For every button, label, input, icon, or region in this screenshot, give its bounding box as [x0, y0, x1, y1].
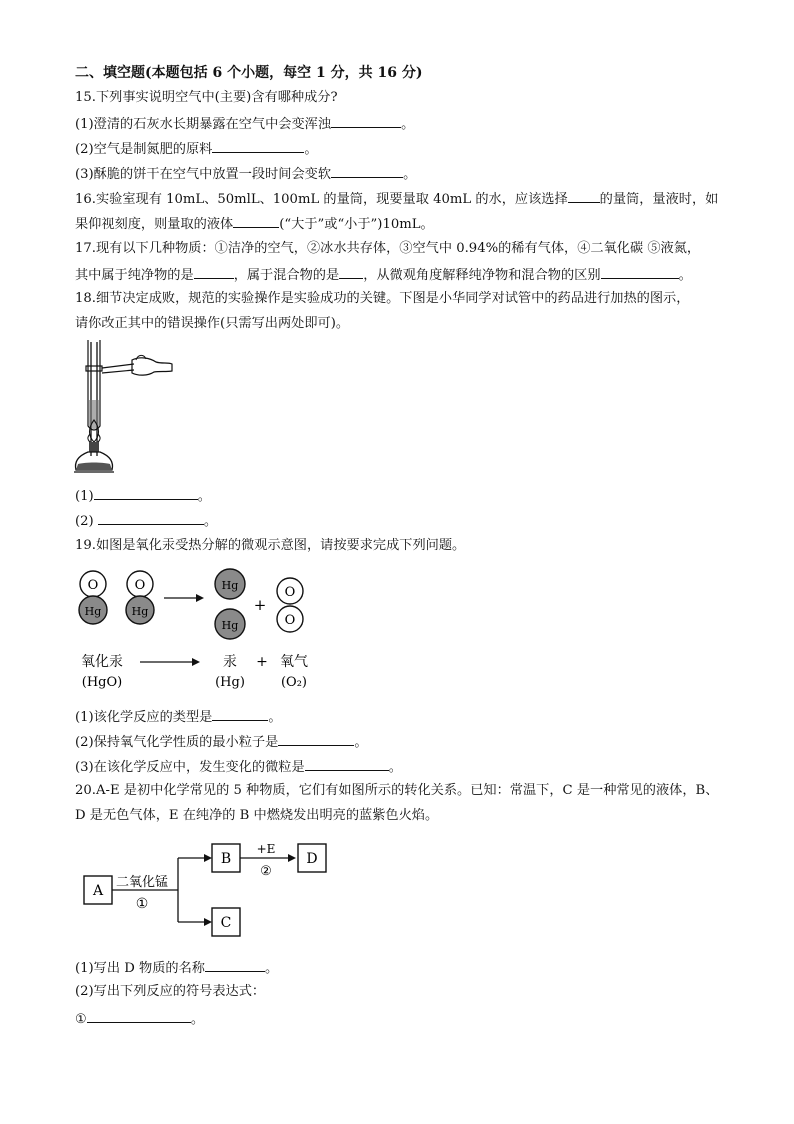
- arrow-icon: [192, 658, 200, 666]
- q19-part1: [75, 707, 282, 727]
- mercury-atom-label: Hg: [84, 605, 102, 618]
- answer-blank[interactable]: [601, 265, 679, 279]
- answer-blank[interactable]: [305, 757, 389, 771]
- q19-part1-end: 。: [268, 710, 282, 725]
- oxygen-atom-label: O: [134, 578, 146, 593]
- q20-part2: (2)写出下列反应的符号表达式：: [75, 984, 266, 999]
- q18-answer1: [75, 486, 211, 506]
- q16-line2-text-a: 果仰视刻度，则量取的液体: [75, 217, 234, 232]
- catalyst-label: 二氧化锰: [115, 875, 169, 890]
- q20-part3-end: 。: [190, 1012, 205, 1027]
- section-title: 二、填空题(本题包括 6 个小题，每空 1 分，共 16 分): [75, 65, 423, 81]
- mercury-atom-label: Hg: [221, 619, 239, 632]
- plus-sign: +: [253, 596, 267, 614]
- q18-answer2: [75, 511, 217, 531]
- q20-line2: D 是无色气体，E 在纯净的 B 中燃烧发出明亮的蓝紫色火焰。: [75, 808, 439, 823]
- arrow-icon: [204, 854, 212, 862]
- q18-answer2-label: (2): [75, 514, 98, 529]
- q15-part3-end: 。: [403, 167, 417, 182]
- box-c-label: C: [220, 915, 232, 931]
- answer-blank[interactable]: [278, 732, 354, 746]
- reactant-formula: (HgO): [81, 675, 123, 690]
- q15-part2-text: (2)空气是制氮肥的原料: [75, 142, 213, 157]
- arrow-icon: [288, 854, 296, 862]
- q20-part3-text: ①: [75, 1012, 87, 1027]
- q18-answer1-end: 。: [197, 489, 211, 504]
- answer-blank[interactable]: [94, 486, 198, 500]
- step1-label: ①: [135, 896, 149, 912]
- mercury-atom-label: Hg: [131, 605, 149, 618]
- product-oxygen-formula: (O₂): [280, 675, 308, 690]
- product-mercury-formula: (Hg): [215, 675, 245, 690]
- q15-stem: 15.下列事实说明空气中(主要)含有哪种成分?: [75, 90, 338, 105]
- answer-blank[interactable]: [194, 265, 234, 279]
- q20-part1: [75, 958, 278, 978]
- q15-part2: [75, 139, 318, 159]
- q15-part1-text: (1)澄清的石灰水长期暴露在空气中会变浑浊: [75, 117, 332, 132]
- q16-line2: [75, 214, 434, 234]
- answer-blank[interactable]: [98, 511, 204, 525]
- answer-blank[interactable]: [212, 707, 268, 721]
- arrow-icon: [204, 918, 212, 926]
- conversion-relationship-diagram: [80, 842, 340, 944]
- arrow-icon: [196, 594, 204, 602]
- q18-answer2-end: 。: [203, 514, 218, 529]
- q20-part3: [75, 1009, 204, 1029]
- q19-part3-text: (3)在该化学反应中，发生变化的微粒是: [75, 760, 305, 775]
- mercury-oxide-decomposition-diagram: [72, 566, 322, 692]
- q15-part2-end: 。: [304, 142, 318, 157]
- answer-blank[interactable]: [205, 958, 265, 972]
- q19-part3: [75, 757, 402, 777]
- answer-blank[interactable]: [331, 114, 401, 128]
- answer-blank[interactable]: [233, 214, 279, 228]
- q17-line2-text-a: 其中属于纯净物的是: [75, 268, 194, 283]
- reagent-e-label: +E: [256, 842, 276, 856]
- q19-part2: [75, 732, 368, 752]
- answer-blank[interactable]: [339, 265, 363, 279]
- q17-line2-text-b: ，属于混合物的是: [233, 268, 340, 283]
- q19-part2-end: 。: [354, 735, 368, 750]
- q17-line2-text-d: 。: [678, 268, 692, 283]
- q19-stem: 19.如图是氧化汞受热分解的微观示意图，请按要求完成下列问题。: [75, 538, 466, 553]
- q17-line2-text-c: ，从微观角度解释纯净物和混合物的区别: [363, 268, 601, 283]
- answer-blank[interactable]: [87, 1009, 191, 1023]
- q15-part3: [75, 164, 416, 184]
- plus-sign: +: [256, 654, 268, 670]
- heating-test-tube-figure: [72, 338, 182, 480]
- q17-line1: 17.现有以下几种物质：①洁净的空气，②冰水共存体，③空气中 0.94%的稀有气体，④二氧化碳 ⑤液氮，: [75, 241, 701, 256]
- product-mercury-name: 汞: [223, 654, 237, 670]
- answer-blank[interactable]: [568, 189, 600, 203]
- oxygen-atom-label: O: [284, 585, 296, 600]
- q19-part3-end: 。: [388, 760, 402, 775]
- oxygen-atom-label: O: [284, 613, 296, 628]
- q20-part1-end: 。: [264, 961, 279, 976]
- q16-line1-text-b: 的量筒，量液时，如: [599, 192, 719, 207]
- product-oxygen-name: 氧气: [280, 654, 308, 670]
- q16-line1: [75, 189, 718, 209]
- q20-line1: 20.A-E 是初中化学常见的 5 种物质，它们有如图所示的转化关系。已知：常温下，C 是一种常见的液体，B、: [75, 783, 719, 798]
- q15-part1: [75, 114, 414, 134]
- answer-blank[interactable]: [331, 164, 403, 178]
- reactant-name: 氧化汞: [81, 654, 123, 670]
- q19-part2-text: (2)保持氧气化学性质的最小粒子是: [75, 735, 279, 750]
- q19-part1-text: (1)该化学反应的类型是: [75, 710, 213, 725]
- step2-label: ②: [260, 864, 272, 879]
- answer-blank[interactable]: [212, 139, 304, 153]
- q15-part3-text: (3)酥脆的饼干在空气中放置一段时间会变软: [75, 167, 332, 182]
- box-a-label: A: [92, 883, 104, 899]
- q17-line2: [75, 265, 692, 285]
- q18-answer1-label: (1): [75, 489, 94, 504]
- oxygen-atom-label: O: [87, 578, 99, 593]
- q16-line2-text-b: (“大于”或“小于”)10mL。: [279, 217, 434, 232]
- mercury-atom-label: Hg: [221, 579, 239, 592]
- box-b-label: B: [220, 851, 232, 867]
- q15-part1-end: 。: [401, 117, 415, 132]
- q18-line2: 请你改正其中的错误操作(只需写出两处即可)。: [75, 316, 350, 331]
- box-d-label: D: [306, 851, 318, 867]
- q20-part1-text: (1)写出 D 物质的名称: [75, 961, 205, 976]
- q16-line1-text-a: 16.实验室现有 10mL、50mlL、100mL 的量筒，现要量取 40mL 的水，应该选择: [75, 192, 568, 207]
- q18-line1: 18.细节决定成败，规范的实验操作是实验成功的关键。下图是小华同学对试管中的药品进行加热的图示，: [75, 291, 690, 306]
